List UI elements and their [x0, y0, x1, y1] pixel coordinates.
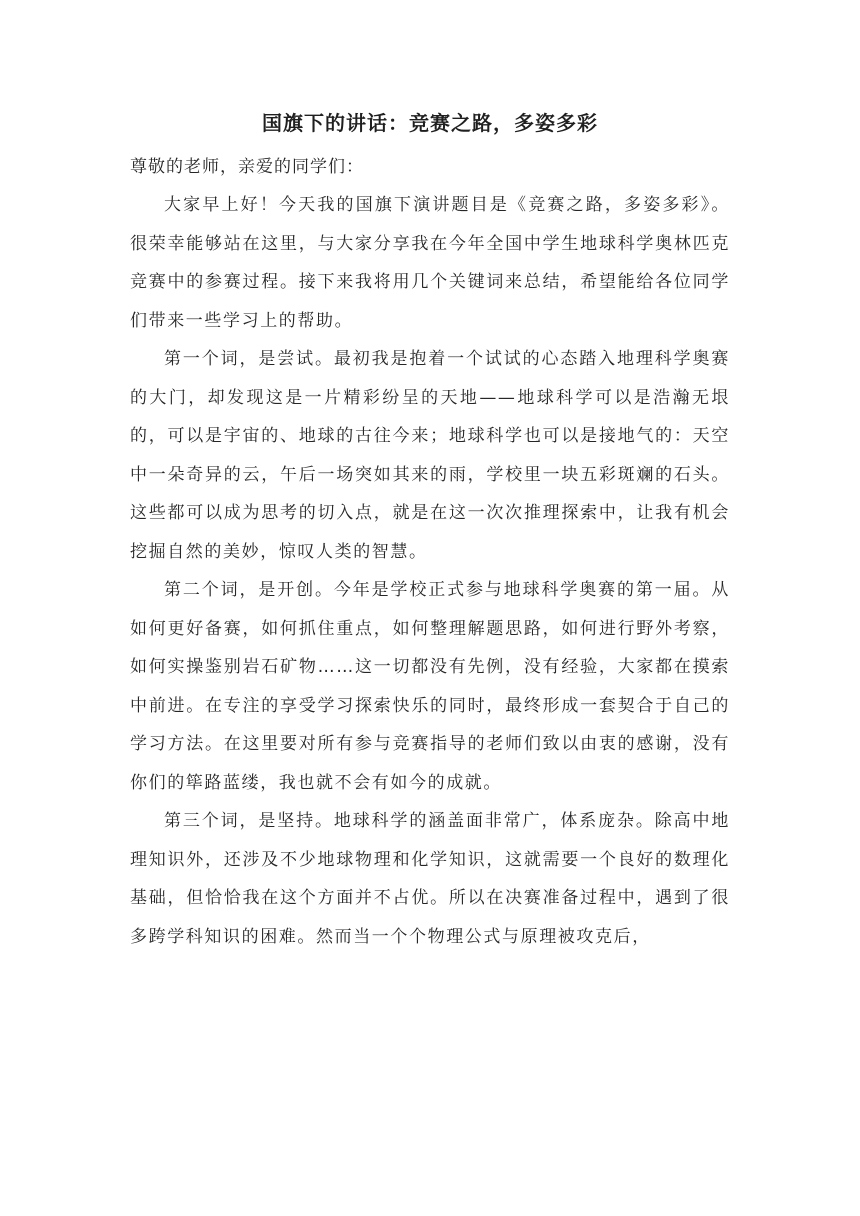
- paragraph-persist: 第三个词，是坚持。地球科学的涵盖面非常广，体系庞杂。除高中地理知识外，还涉及不少地球物理和化学知识，这就需要一个良好的数理化基础，但恰恰我在这个方面并不占优。所以在决赛准备过程中，遇到了很多跨学科知识的困难。然而当一个个物理公式与原理被攻克后，: [130, 811, 730, 947]
- paragraph-pioneer: 第二个词，是开创。今年是学校正式参与地球科学奥赛的第一届。从如何更好备赛，如何抓住重点，如何整理解题思路，如何进行野外考察，如何实操鉴别岩石矿物……这一切都没有先例，没有经验，大家都在摸索中前进。在专注的享受学习探索快乐的同时，最终形成一套契合于自己的学习方法。在这里要对所有参与竞赛指导的老师们致以由衷的感谢，没有你们的筚路蓝缕，我也就不会有如今的成就。: [130, 580, 730, 793]
- paragraph-attempt: 第一个词，是尝试。最初我是抱着一个试试的心态踏入地理科学奥赛的大门，却发现这是一片精彩纷呈的天地——地球科学可以是浩瀚无垠的，可以是宇宙的、地球的古往今来；地球科学也可以是接地气的：天空中一朵奇异的云，午后一场突如其来的雨，学校里一块五彩斑斓的石头。这些都可以成为思考的切入点，就是在这一次次推理探索中，让我有机会挖掘自然的美妙，惊叹人类的智慧。: [130, 349, 730, 562]
- paragraph-greeting: 大家早上好！今天我的国旗下演讲题目是《竞赛之路，多姿多彩》。很荣幸能够站在这里，与大家分享我在今年全国中学生地球科学奥林匹克竞赛中的参赛过程。接下来我将用几个关键词来总结，希望能给各位同学们带来一些学习上的帮助。: [130, 195, 730, 331]
- document-page: [130, 108, 730, 956]
- salutation: 尊敬的老师，亲爱的同学们：: [130, 157, 364, 177]
- document-title: 国旗下的讲话：竞赛之路，多姿多彩: [262, 111, 598, 135]
